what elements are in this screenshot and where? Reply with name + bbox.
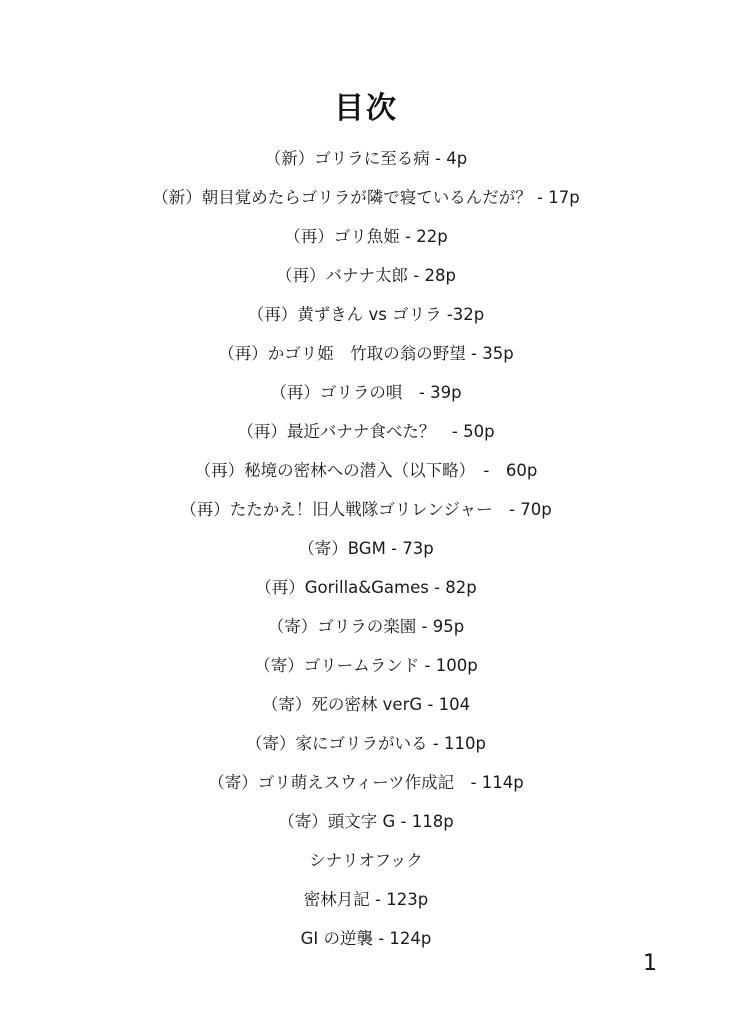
toc-entry: （寄）ゴリ萌えスウィーツ作成記 - 114p: [208, 773, 524, 792]
table-of-contents: [0, 139, 732, 958]
toc-entry: （再）かゴリ姫 竹取の翁の野望 - 35p: [218, 344, 514, 363]
toc-entry: （寄）家にゴリラがいる - 110p: [246, 734, 486, 753]
page-title: 目次: [334, 91, 398, 126]
toc-entry: （再）バナナ太郎 - 28p: [276, 266, 456, 285]
toc-entry: （再）秘境の密林への潜入（以下略） - 60p: [194, 461, 538, 480]
toc-entry: （新）朝目覚めたらゴリラが隣で寝ているんだが？ - 17p: [152, 188, 580, 207]
toc-entry: （再）たたかえ！旧人戦隊ゴリレンジャー - 70p: [180, 500, 552, 519]
toc-entry: （再）最近バナナ食べた？ - 50p: [237, 422, 495, 441]
toc-entry: （再）ゴリ魚姫 - 22p: [284, 227, 448, 246]
toc-entry: （寄）死の密林 verG - 104: [261, 695, 471, 714]
toc-entry: （寄）ゴリラの楽園 - 95p: [267, 617, 465, 636]
toc-entry: （寄）ゴリームランド - 100p: [254, 656, 478, 675]
toc-entry: （再）ゴリラの唄 - 39p: [270, 383, 462, 402]
toc-entry: （寄）頭文字 G - 118p: [278, 812, 454, 831]
page-number: 1: [643, 951, 657, 976]
toc-entry: シナリオフック: [309, 851, 423, 870]
toc-entry: GI の逆襲 - 124p: [300, 929, 432, 948]
toc-entry: 密林月記 - 123p: [303, 890, 429, 909]
toc-entry: （新）ゴリラに至る病 - 4p: [264, 149, 468, 168]
toc-entry: （再）Gorilla&Games - 82p: [255, 578, 477, 597]
toc-entry: （再）黄ずきん vs ゴリラ -32p: [247, 305, 485, 324]
toc-entry: （寄）BGM - 73p: [298, 539, 434, 558]
